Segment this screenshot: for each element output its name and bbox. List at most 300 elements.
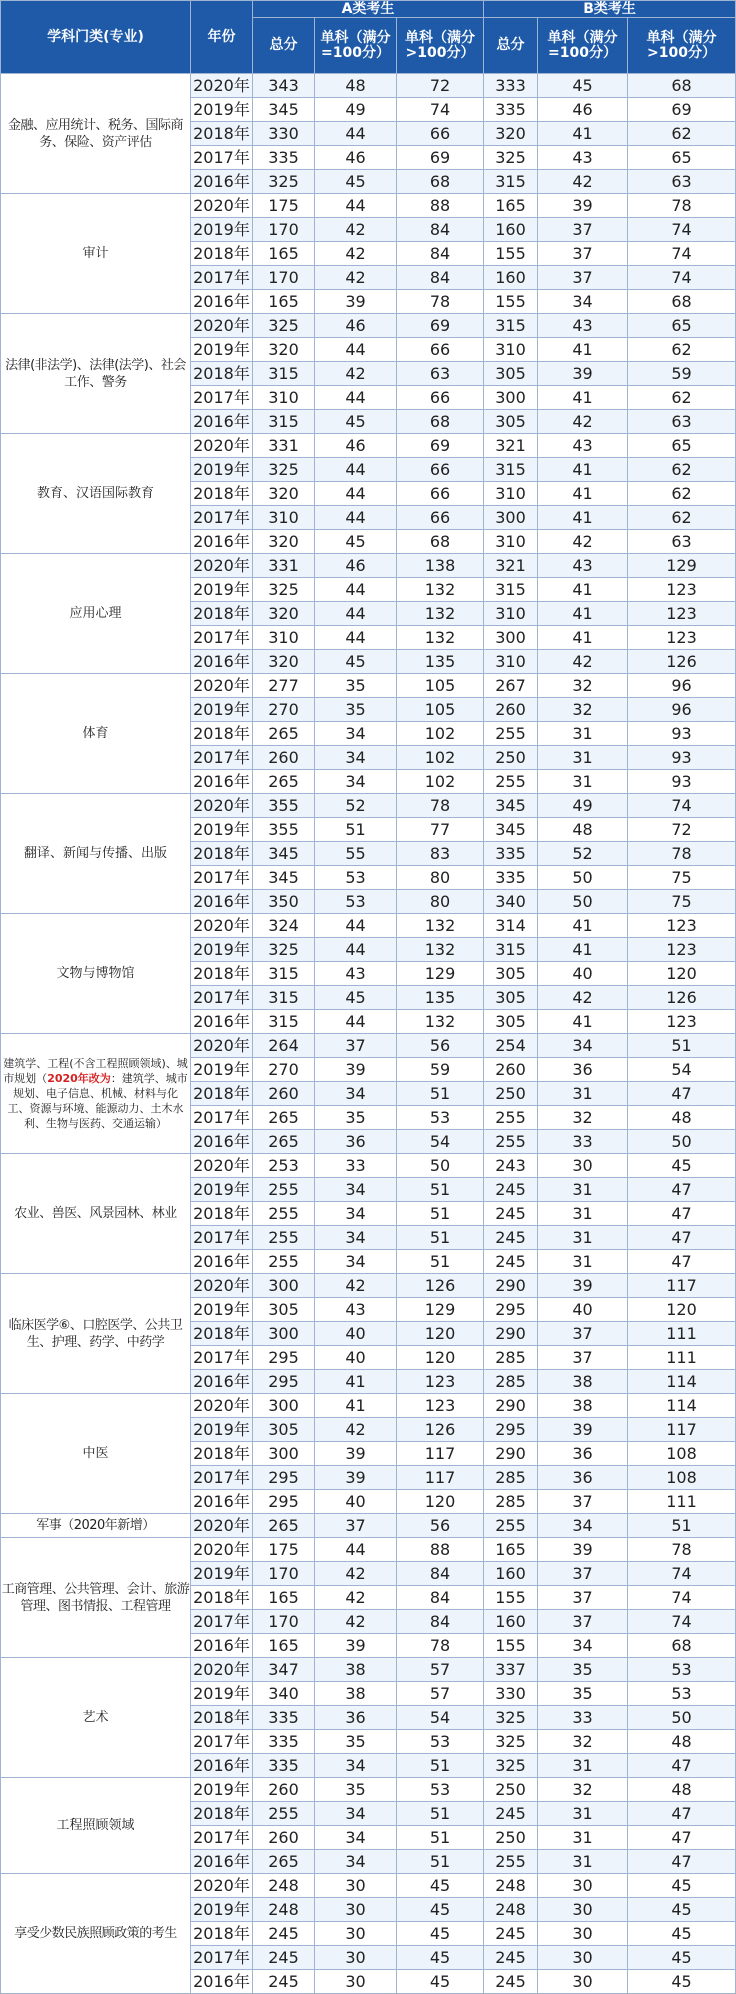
b-single-gt100-cell: 93 bbox=[628, 722, 736, 746]
a-total-cell: 265 bbox=[253, 1514, 315, 1538]
a-single-gt100-cell: 45 bbox=[397, 1970, 484, 1994]
b-single-gt100-cell: 48 bbox=[628, 1106, 736, 1130]
a-single-100-cell: 55 bbox=[315, 842, 397, 866]
year-cell: 2019年 bbox=[191, 98, 253, 122]
a-single-gt100-cell: 120 bbox=[397, 1490, 484, 1514]
a-single-gt100-cell: 72 bbox=[397, 74, 484, 98]
b-total-cell: 305 bbox=[484, 962, 538, 986]
b-single-100-cell: 30 bbox=[538, 1898, 628, 1922]
a-total-cell: 330 bbox=[253, 122, 315, 146]
b-single-100-cell: 34 bbox=[538, 1034, 628, 1058]
a-total-cell: 347 bbox=[253, 1658, 315, 1682]
subject-text: 文物与博物馆 bbox=[56, 966, 135, 981]
a-single-100-cell: 30 bbox=[315, 1946, 397, 1970]
a-single-100-cell: 40 bbox=[315, 1322, 397, 1346]
a-total-cell: 310 bbox=[253, 626, 315, 650]
a-single-100-cell: 34 bbox=[315, 746, 397, 770]
a-single-100-cell: 51 bbox=[315, 818, 397, 842]
b-total-cell: 320 bbox=[484, 122, 538, 146]
a-single-100-cell: 42 bbox=[315, 1562, 397, 1586]
year-cell: 2016年 bbox=[191, 1970, 253, 1994]
subject-text: 工商管理、公共管理、会计、旅游管理、图书情报、工程管理 bbox=[1, 1581, 190, 1614]
year-cell: 2017年 bbox=[191, 626, 253, 650]
table-row bbox=[1, 1658, 736, 1682]
b-total-cell: 250 bbox=[484, 1082, 538, 1106]
year-cell: 2018年 bbox=[191, 1082, 253, 1106]
a-single-100-cell: 34 bbox=[315, 1802, 397, 1826]
subject-text: 军事（2020年新增） bbox=[36, 1518, 155, 1533]
year-cell: 2017年 bbox=[191, 266, 253, 290]
b-single-gt100-cell: 59 bbox=[628, 362, 736, 386]
a-single-100-cell: 40 bbox=[315, 1490, 397, 1514]
year-cell: 2019年 bbox=[191, 1178, 253, 1202]
year-cell: 2016年 bbox=[191, 890, 253, 914]
a-single-100-cell: 44 bbox=[315, 1538, 397, 1562]
b-single-gt100-cell: 93 bbox=[628, 746, 736, 770]
a-total-cell: 248 bbox=[253, 1874, 315, 1898]
b-single-gt100-cell: 45 bbox=[628, 1898, 736, 1922]
b-single-gt100-cell: 68 bbox=[628, 290, 736, 314]
a-single-100-cell: 39 bbox=[315, 1634, 397, 1658]
a-single-gt100-cell: 126 bbox=[397, 1418, 484, 1442]
b-total-cell: 245 bbox=[484, 1202, 538, 1226]
a-total-cell: 331 bbox=[253, 434, 315, 458]
year-cell: 2017年 bbox=[191, 1466, 253, 1490]
year-cell: 2017年 bbox=[191, 1730, 253, 1754]
b-single-100-cell: 31 bbox=[538, 1802, 628, 1826]
a-single-100-cell: 34 bbox=[315, 1250, 397, 1274]
table-row bbox=[1, 1538, 736, 1562]
a-single-100-cell: 34 bbox=[315, 1178, 397, 1202]
a-single-gt100-cell: 68 bbox=[397, 530, 484, 554]
a-single-100-cell: 45 bbox=[315, 650, 397, 674]
year-cell: 2018年 bbox=[191, 962, 253, 986]
year-cell: 2018年 bbox=[191, 842, 253, 866]
b-single-gt100-cell: 69 bbox=[628, 98, 736, 122]
b-total-cell: 250 bbox=[484, 1826, 538, 1850]
b-single-gt100-cell: 74 bbox=[628, 794, 736, 818]
b-single-100-cell: 39 bbox=[538, 1418, 628, 1442]
b-single-gt100-cell: 72 bbox=[628, 818, 736, 842]
a-single-100-cell: 37 bbox=[315, 1034, 397, 1058]
a-single-100-cell: 44 bbox=[315, 914, 397, 938]
subject-cell bbox=[1, 1514, 191, 1538]
b-single-100-cell: 49 bbox=[538, 794, 628, 818]
a-total-cell: 315 bbox=[253, 1010, 315, 1034]
b-single-100-cell: 33 bbox=[538, 1706, 628, 1730]
subject-text: 体育 bbox=[82, 726, 109, 741]
a-total-cell: 260 bbox=[253, 1826, 315, 1850]
b-single-100-cell: 31 bbox=[538, 746, 628, 770]
b-single-100-cell: 31 bbox=[538, 1226, 628, 1250]
b-total-cell: 254 bbox=[484, 1034, 538, 1058]
b-single-100-cell: 36 bbox=[538, 1058, 628, 1082]
b-single-100-cell: 31 bbox=[538, 1826, 628, 1850]
b-single-100-cell: 30 bbox=[538, 1154, 628, 1178]
b-single-100-cell: 50 bbox=[538, 890, 628, 914]
b-total-cell: 285 bbox=[484, 1370, 538, 1394]
a-single-100-cell: 34 bbox=[315, 770, 397, 794]
year-cell: 2019年 bbox=[191, 458, 253, 482]
a-total-cell: 355 bbox=[253, 818, 315, 842]
year-cell: 2019年 bbox=[191, 698, 253, 722]
subject-cell bbox=[1, 74, 191, 194]
b-single-gt100-cell: 65 bbox=[628, 146, 736, 170]
b-single-gt100-cell: 111 bbox=[628, 1322, 736, 1346]
a-single-gt100-cell: 84 bbox=[397, 1586, 484, 1610]
table-row bbox=[1, 1514, 736, 1538]
b-single-100-cell: 39 bbox=[538, 362, 628, 386]
year-cell: 2018年 bbox=[191, 602, 253, 626]
b-single-100-cell: 35 bbox=[538, 1682, 628, 1706]
year-cell: 2018年 bbox=[191, 362, 253, 386]
a-single-100-cell: 44 bbox=[315, 122, 397, 146]
a-total-cell: 305 bbox=[253, 1298, 315, 1322]
a-total-cell: 170 bbox=[253, 1610, 315, 1634]
subject-cell bbox=[1, 1538, 191, 1658]
a-single-gt100-cell: 88 bbox=[397, 1538, 484, 1562]
b-single-gt100-cell: 123 bbox=[628, 914, 736, 938]
b-total-cell: 155 bbox=[484, 1586, 538, 1610]
b-total-cell: 245 bbox=[484, 1802, 538, 1826]
a-single-100-cell: 46 bbox=[315, 434, 397, 458]
year-cell: 2018年 bbox=[191, 1922, 253, 1946]
year-cell: 2019年 bbox=[191, 1418, 253, 1442]
b-single-gt100-cell: 123 bbox=[628, 1010, 736, 1034]
b-single-gt100-cell: 117 bbox=[628, 1418, 736, 1442]
year-cell: 2020年 bbox=[191, 1034, 253, 1058]
b-single-100-cell: 31 bbox=[538, 722, 628, 746]
table-row bbox=[1, 1154, 736, 1178]
a-single-100-cell: 44 bbox=[315, 578, 397, 602]
b-single-100-cell: 40 bbox=[538, 1298, 628, 1322]
a-single-100-cell: 39 bbox=[315, 290, 397, 314]
a-single-gt100-cell: 84 bbox=[397, 266, 484, 290]
b-total-cell: 267 bbox=[484, 674, 538, 698]
a-single-gt100-cell: 56 bbox=[397, 1514, 484, 1538]
a-total-cell: 340 bbox=[253, 1682, 315, 1706]
b-single-100-cell: 45 bbox=[538, 74, 628, 98]
a-single-100-cell: 36 bbox=[315, 1130, 397, 1154]
b-total-cell: 285 bbox=[484, 1466, 538, 1490]
a-total-cell: 265 bbox=[253, 722, 315, 746]
b-total-cell: 255 bbox=[484, 722, 538, 746]
a-single-100-cell: 35 bbox=[315, 1778, 397, 1802]
b-total-cell: 295 bbox=[484, 1298, 538, 1322]
header-a-single-100-line2: =100分） bbox=[321, 44, 390, 61]
a-single-gt100-cell: 135 bbox=[397, 650, 484, 674]
a-single-gt100-cell: 68 bbox=[397, 410, 484, 434]
subject-note-red: 2020年改为 bbox=[47, 1072, 111, 1085]
b-single-gt100-cell: 123 bbox=[628, 602, 736, 626]
b-single-100-cell: 31 bbox=[538, 770, 628, 794]
a-total-cell: 345 bbox=[253, 842, 315, 866]
year-cell: 2020年 bbox=[191, 1394, 253, 1418]
b-single-100-cell: 50 bbox=[538, 866, 628, 890]
b-single-100-cell: 38 bbox=[538, 1394, 628, 1418]
a-single-100-cell: 42 bbox=[315, 242, 397, 266]
year-cell: 2018年 bbox=[191, 1322, 253, 1346]
b-single-gt100-cell: 47 bbox=[628, 1082, 736, 1106]
b-single-100-cell: 37 bbox=[538, 1586, 628, 1610]
a-total-cell: 300 bbox=[253, 1394, 315, 1418]
a-single-gt100-cell: 102 bbox=[397, 722, 484, 746]
b-total-cell: 155 bbox=[484, 1634, 538, 1658]
a-total-cell: 245 bbox=[253, 1922, 315, 1946]
b-single-gt100-cell: 126 bbox=[628, 650, 736, 674]
a-single-gt100-cell: 84 bbox=[397, 1610, 484, 1634]
table-body bbox=[1, 74, 736, 1994]
a-single-gt100-cell: 54 bbox=[397, 1706, 484, 1730]
b-total-cell: 321 bbox=[484, 554, 538, 578]
subject-text: 农业、兽医、风景园林、林业 bbox=[14, 1206, 177, 1221]
a-single-100-cell: 41 bbox=[315, 1370, 397, 1394]
b-total-cell: 305 bbox=[484, 1010, 538, 1034]
a-total-cell: 315 bbox=[253, 410, 315, 434]
a-single-100-cell: 30 bbox=[315, 1922, 397, 1946]
a-single-100-cell: 43 bbox=[315, 962, 397, 986]
a-single-gt100-cell: 84 bbox=[397, 218, 484, 242]
b-single-gt100-cell: 47 bbox=[628, 1202, 736, 1226]
subject-cell bbox=[1, 674, 191, 794]
a-single-gt100-cell: 51 bbox=[397, 1082, 484, 1106]
b-single-gt100-cell: 74 bbox=[628, 1586, 736, 1610]
b-single-100-cell: 31 bbox=[538, 1250, 628, 1274]
a-single-100-cell: 44 bbox=[315, 626, 397, 650]
a-total-cell: 248 bbox=[253, 1898, 315, 1922]
b-single-gt100-cell: 78 bbox=[628, 1538, 736, 1562]
a-total-cell: 295 bbox=[253, 1490, 315, 1514]
b-total-cell: 300 bbox=[484, 386, 538, 410]
b-total-cell: 245 bbox=[484, 1970, 538, 1994]
a-single-gt100-cell: 135 bbox=[397, 986, 484, 1010]
a-total-cell: 310 bbox=[253, 386, 315, 410]
table-header bbox=[1, 1, 736, 74]
b-single-100-cell: 41 bbox=[538, 938, 628, 962]
a-total-cell: 245 bbox=[253, 1946, 315, 1970]
year-cell: 2016年 bbox=[191, 1370, 253, 1394]
b-single-100-cell: 41 bbox=[538, 386, 628, 410]
b-total-cell: 255 bbox=[484, 1130, 538, 1154]
header-b-single-gt100 bbox=[628, 18, 736, 74]
year-cell: 2016年 bbox=[191, 1490, 253, 1514]
header-b-total: 总分 bbox=[484, 18, 538, 74]
year-cell: 2016年 bbox=[191, 170, 253, 194]
b-single-gt100-cell: 108 bbox=[628, 1466, 736, 1490]
table-row bbox=[1, 434, 736, 458]
b-single-gt100-cell: 74 bbox=[628, 1610, 736, 1634]
a-total-cell: 265 bbox=[253, 1130, 315, 1154]
header-b-single-100 bbox=[538, 18, 628, 74]
a-single-100-cell: 53 bbox=[315, 890, 397, 914]
a-single-gt100-cell: 53 bbox=[397, 1778, 484, 1802]
b-total-cell: 300 bbox=[484, 626, 538, 650]
a-total-cell: 175 bbox=[253, 194, 315, 218]
a-single-100-cell: 34 bbox=[315, 1826, 397, 1850]
b-total-cell: 300 bbox=[484, 506, 538, 530]
year-cell: 2017年 bbox=[191, 986, 253, 1010]
b-single-100-cell: 32 bbox=[538, 674, 628, 698]
b-single-100-cell: 32 bbox=[538, 698, 628, 722]
year-cell: 2017年 bbox=[191, 1346, 253, 1370]
a-single-100-cell: 44 bbox=[315, 482, 397, 506]
year-cell: 2019年 bbox=[191, 1298, 253, 1322]
b-single-gt100-cell: 111 bbox=[628, 1490, 736, 1514]
a-total-cell: 260 bbox=[253, 1082, 315, 1106]
a-total-cell: 253 bbox=[253, 1154, 315, 1178]
b-total-cell: 245 bbox=[484, 1922, 538, 1946]
b-total-cell: 295 bbox=[484, 1418, 538, 1442]
a-total-cell: 295 bbox=[253, 1346, 315, 1370]
b-total-cell: 285 bbox=[484, 1346, 538, 1370]
b-single-gt100-cell: 62 bbox=[628, 338, 736, 362]
b-single-gt100-cell: 65 bbox=[628, 434, 736, 458]
a-single-100-cell: 48 bbox=[315, 74, 397, 98]
a-total-cell: 335 bbox=[253, 1754, 315, 1778]
b-single-gt100-cell: 123 bbox=[628, 626, 736, 650]
year-cell: 2016年 bbox=[191, 410, 253, 434]
a-total-cell: 305 bbox=[253, 1418, 315, 1442]
year-cell: 2016年 bbox=[191, 1250, 253, 1274]
a-total-cell: 325 bbox=[253, 458, 315, 482]
year-cell: 2016年 bbox=[191, 530, 253, 554]
year-cell: 2019年 bbox=[191, 818, 253, 842]
a-total-cell: 277 bbox=[253, 674, 315, 698]
year-cell: 2019年 bbox=[191, 938, 253, 962]
b-total-cell: 290 bbox=[484, 1274, 538, 1298]
header-a-single-gt100 bbox=[397, 18, 484, 74]
header-a-single-gt100-line1: 单科（满分 bbox=[405, 29, 476, 46]
a-single-100-cell: 36 bbox=[315, 1706, 397, 1730]
a-total-cell: 265 bbox=[253, 1850, 315, 1874]
year-cell: 2019年 bbox=[191, 1562, 253, 1586]
a-single-100-cell: 35 bbox=[315, 1106, 397, 1130]
b-single-gt100-cell: 45 bbox=[628, 1970, 736, 1994]
b-single-gt100-cell: 68 bbox=[628, 74, 736, 98]
subject-text: 中医 bbox=[82, 1446, 109, 1461]
a-total-cell: 255 bbox=[253, 1178, 315, 1202]
year-cell: 2020年 bbox=[191, 74, 253, 98]
b-single-100-cell: 39 bbox=[538, 1538, 628, 1562]
b-single-100-cell: 31 bbox=[538, 1850, 628, 1874]
b-total-cell: 315 bbox=[484, 938, 538, 962]
year-cell: 2017年 bbox=[191, 746, 253, 770]
b-single-100-cell: 31 bbox=[538, 1754, 628, 1778]
a-total-cell: 324 bbox=[253, 914, 315, 938]
b-single-100-cell: 41 bbox=[538, 1010, 628, 1034]
a-single-gt100-cell: 78 bbox=[397, 290, 484, 314]
a-single-gt100-cell: 129 bbox=[397, 962, 484, 986]
table-row bbox=[1, 1874, 736, 1898]
b-single-gt100-cell: 120 bbox=[628, 1298, 736, 1322]
subject-cell bbox=[1, 794, 191, 914]
subject-text: 翻译、新闻与传播、出版 bbox=[23, 846, 167, 861]
b-total-cell: 310 bbox=[484, 650, 538, 674]
a-single-gt100-cell: 45 bbox=[397, 1946, 484, 1970]
year-cell: 2017年 bbox=[191, 866, 253, 890]
b-single-100-cell: 34 bbox=[538, 1634, 628, 1658]
a-single-100-cell: 42 bbox=[315, 1610, 397, 1634]
year-cell: 2020年 bbox=[191, 1538, 253, 1562]
b-single-100-cell: 34 bbox=[538, 1514, 628, 1538]
b-single-gt100-cell: 96 bbox=[628, 698, 736, 722]
b-single-100-cell: 32 bbox=[538, 1730, 628, 1754]
year-cell: 2020年 bbox=[191, 794, 253, 818]
a-single-100-cell: 30 bbox=[315, 1898, 397, 1922]
a-single-gt100-cell: 123 bbox=[397, 1370, 484, 1394]
a-single-gt100-cell: 53 bbox=[397, 1730, 484, 1754]
year-cell: 2016年 bbox=[191, 1130, 253, 1154]
a-total-cell: 320 bbox=[253, 602, 315, 626]
year-cell: 2016年 bbox=[191, 1754, 253, 1778]
b-single-gt100-cell: 123 bbox=[628, 938, 736, 962]
b-single-gt100-cell: 51 bbox=[628, 1034, 736, 1058]
b-single-100-cell: 41 bbox=[538, 338, 628, 362]
a-single-100-cell: 53 bbox=[315, 866, 397, 890]
b-single-gt100-cell: 50 bbox=[628, 1130, 736, 1154]
subject-text: 法律(非法学)、法律(法学)、社会工作、警务 bbox=[5, 357, 186, 390]
year-cell: 2017年 bbox=[191, 506, 253, 530]
a-single-gt100-cell: 57 bbox=[397, 1658, 484, 1682]
a-single-100-cell: 38 bbox=[315, 1682, 397, 1706]
a-total-cell: 325 bbox=[253, 578, 315, 602]
header-a-total: 总分 bbox=[253, 18, 315, 74]
b-single-100-cell: 32 bbox=[538, 1106, 628, 1130]
year-cell: 2019年 bbox=[191, 1778, 253, 1802]
a-single-100-cell: 42 bbox=[315, 1418, 397, 1442]
b-single-gt100-cell: 78 bbox=[628, 842, 736, 866]
a-total-cell: 300 bbox=[253, 1322, 315, 1346]
a-single-gt100-cell: 69 bbox=[397, 314, 484, 338]
b-total-cell: 255 bbox=[484, 1106, 538, 1130]
b-single-100-cell: 40 bbox=[538, 962, 628, 986]
year-cell: 2020年 bbox=[191, 434, 253, 458]
a-single-gt100-cell: 78 bbox=[397, 794, 484, 818]
b-single-gt100-cell: 75 bbox=[628, 890, 736, 914]
a-total-cell: 325 bbox=[253, 314, 315, 338]
year-cell: 2020年 bbox=[191, 554, 253, 578]
a-single-gt100-cell: 132 bbox=[397, 1010, 484, 1034]
a-single-gt100-cell: 132 bbox=[397, 602, 484, 626]
b-single-100-cell: 37 bbox=[538, 266, 628, 290]
b-single-gt100-cell: 45 bbox=[628, 1922, 736, 1946]
b-single-100-cell: 41 bbox=[538, 602, 628, 626]
a-single-gt100-cell: 117 bbox=[397, 1442, 484, 1466]
a-single-gt100-cell: 132 bbox=[397, 938, 484, 962]
b-single-gt100-cell: 74 bbox=[628, 1562, 736, 1586]
a-total-cell: 245 bbox=[253, 1970, 315, 1994]
b-single-gt100-cell: 62 bbox=[628, 458, 736, 482]
b-total-cell: 155 bbox=[484, 290, 538, 314]
b-total-cell: 248 bbox=[484, 1874, 538, 1898]
b-total-cell: 325 bbox=[484, 1730, 538, 1754]
b-total-cell: 255 bbox=[484, 1850, 538, 1874]
b-single-100-cell: 41 bbox=[538, 458, 628, 482]
a-single-gt100-cell: 51 bbox=[397, 1250, 484, 1274]
b-total-cell: 165 bbox=[484, 194, 538, 218]
subject-text: 建筑学、工程(不含工程照顾领域)、城市规划（ bbox=[3, 1057, 188, 1085]
year-cell: 2020年 bbox=[191, 1874, 253, 1898]
b-single-100-cell: 52 bbox=[538, 842, 628, 866]
b-single-100-cell: 37 bbox=[538, 1610, 628, 1634]
a-total-cell: 315 bbox=[253, 986, 315, 1010]
subject-text: 临床医学⑥、口腔医学、公共卫生、护理、药学、中药学 bbox=[8, 1317, 183, 1350]
b-single-100-cell: 42 bbox=[538, 650, 628, 674]
a-total-cell: 320 bbox=[253, 650, 315, 674]
b-single-gt100-cell: 74 bbox=[628, 266, 736, 290]
b-single-gt100-cell: 78 bbox=[628, 194, 736, 218]
a-single-gt100-cell: 63 bbox=[397, 362, 484, 386]
